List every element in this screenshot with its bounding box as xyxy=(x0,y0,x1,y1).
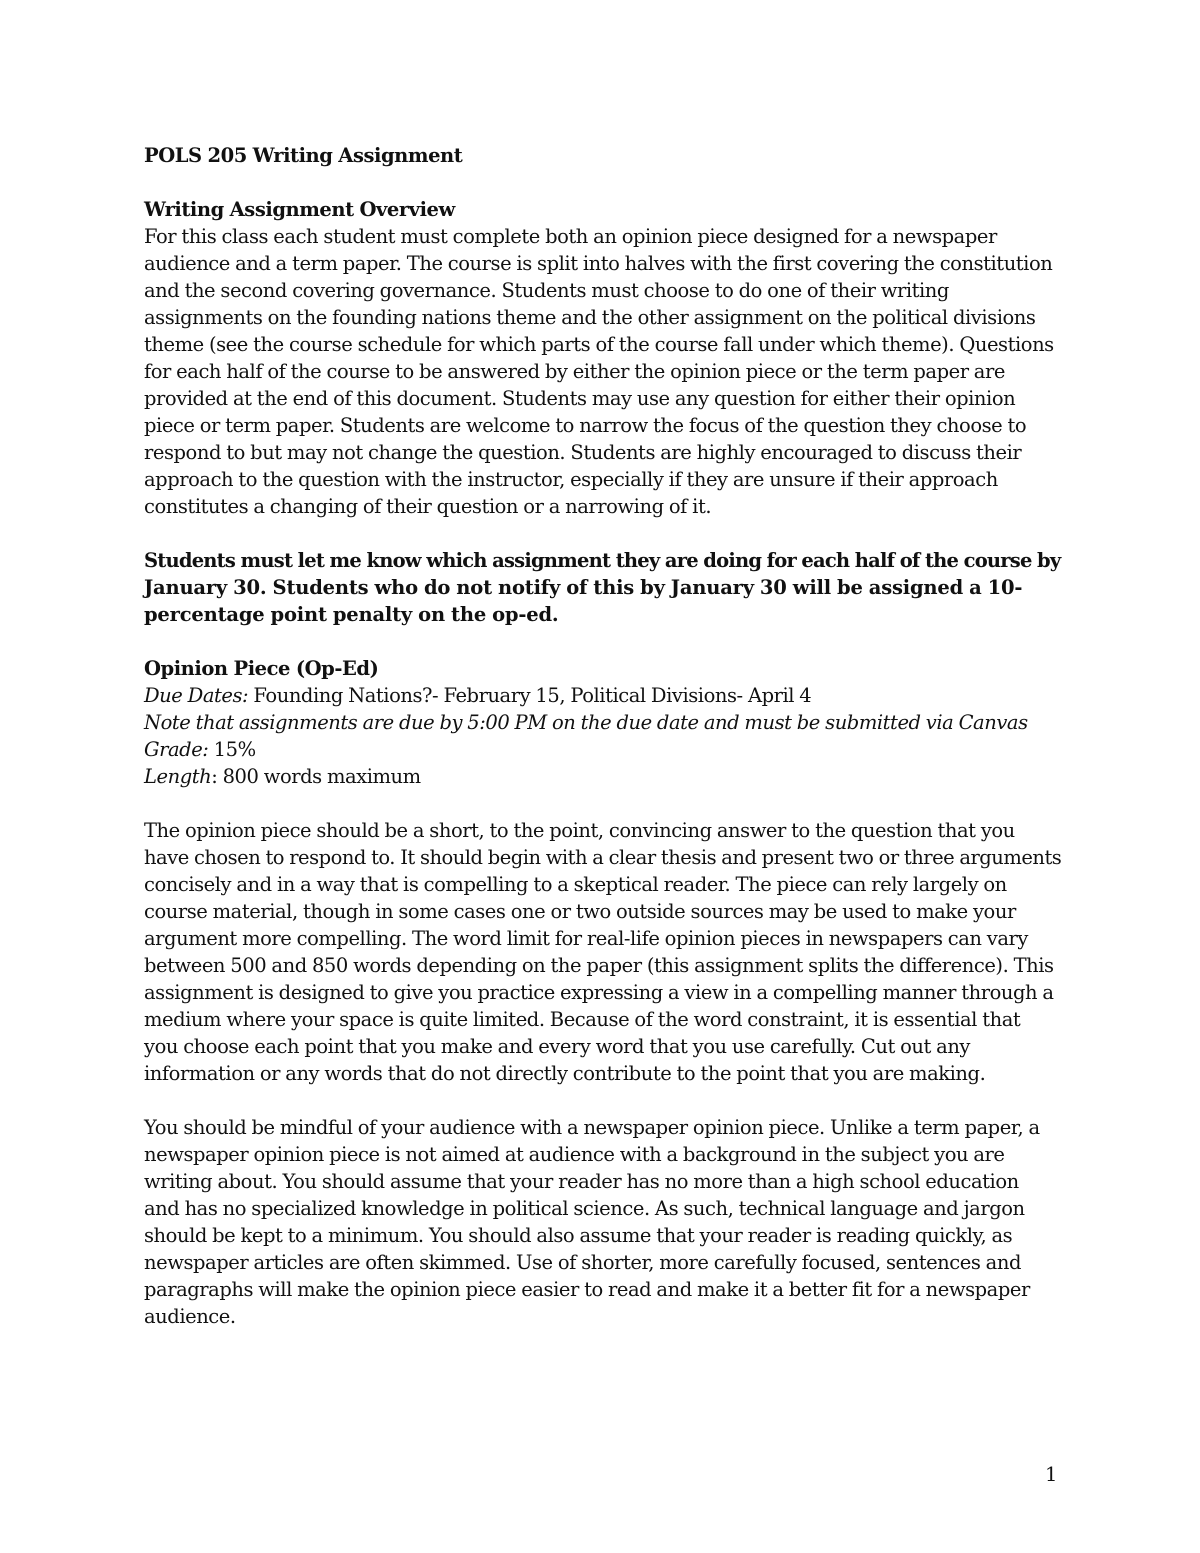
paragraph-line: assignment is designed to give you practice expressing a view in a compelling manner through a xyxy=(144,981,1054,1004)
notice-line: Students must let me know which assignment they are doing for each half of the course by xyxy=(144,549,1061,572)
notice-line: January 30. Students who do not notify of this by January 30 will be assigned a 10- xyxy=(144,576,1023,599)
due-dates-line xyxy=(144,682,1064,709)
oped-paragraph-1 xyxy=(144,817,1064,1087)
due-dates-label: Due Dates: xyxy=(144,684,249,707)
grade-line xyxy=(144,736,1064,763)
overview-line: respond to but may not change the question. Students are highly encouraged to discuss their xyxy=(144,441,1022,464)
overview-line: and the second covering governance. Students must choose to do one of their writing xyxy=(144,279,949,302)
document-title: POLS 205 Writing Assignment xyxy=(144,144,463,167)
overview-line: For this class each student must complete both an opinion piece designed for a newspaper xyxy=(144,225,997,248)
length-value: : 800 words maximum xyxy=(211,765,421,788)
paragraph-line: newspaper opinion piece is not aimed at audience with a background in the subject you are xyxy=(144,1143,1005,1166)
paragraph-line: You should be mindful of your audience with a newspaper opinion piece. Unlike a term paper, a xyxy=(144,1116,1040,1139)
spacer xyxy=(144,628,1064,655)
paragraph-line: concisely and in a way that is compelling to a skeptical reader. The piece can rely largely on xyxy=(144,873,1007,896)
overview-line: constitutes a changing of their question or a narrowing of it. xyxy=(144,495,712,518)
paragraph-line: course material, though in some cases one or two outside sources may be used to make your xyxy=(144,900,1016,923)
overview-line: audience and a term paper. The course is split into halves with the first covering the constitution xyxy=(144,252,1053,275)
length-line xyxy=(144,763,1064,790)
paragraph-line: medium where your space is quite limited. Because of the word constraint, it is essential that xyxy=(144,1008,1021,1031)
paragraph-line: argument more compelling. The word limit for real-life opinion pieces in newspapers can vary xyxy=(144,927,1028,950)
spacer xyxy=(144,169,1064,196)
page-number: 1 xyxy=(1045,1463,1058,1486)
overview-line: piece or term paper. Students are welcome to narrow the focus of the question they choose to xyxy=(144,414,1027,437)
spacer xyxy=(144,790,1064,817)
page-content xyxy=(144,142,1064,1330)
oped-paragraph-2 xyxy=(144,1114,1064,1330)
grade-label: Grade: xyxy=(144,738,209,761)
overview-heading: Writing Assignment Overview xyxy=(144,198,455,221)
oped-heading: Opinion Piece (Op-Ed) xyxy=(144,657,379,680)
overview-line: assignments on the founding nations theme and the other assignment on the political divisions xyxy=(144,306,1036,329)
overview-line: approach to the question with the instructor, especially if they are unsure if their approach xyxy=(144,468,998,491)
overview-line: theme (see the course schedule for which parts of the course fall under which theme). Questions xyxy=(144,333,1054,356)
paragraph-line: newspaper articles are often skimmed. Use of shorter, more carefully focused, sentences and xyxy=(144,1251,1021,1274)
paragraph-line: should be kept to a minimum. You should also assume that your reader is reading quickly, as xyxy=(144,1224,1013,1247)
grade-value: 15% xyxy=(208,738,256,761)
submission-note: Note that assignments are due by 5:00 PM on the due date and must be submitted via Canvas xyxy=(144,711,1028,734)
spacer xyxy=(144,1087,1064,1114)
paragraph-line: have chosen to respond to. It should begin with a clear thesis and present two or three arguments xyxy=(144,846,1062,869)
overview-line: provided at the end of this document. Students may use any question for either their opinion xyxy=(144,387,1016,410)
overview-line: for each half of the course to be answered by either the opinion piece or the term paper are xyxy=(144,360,1005,383)
length-label: Length xyxy=(144,765,212,788)
paragraph-line: you choose each point that you make and every word that you use carefully. Cut out any xyxy=(144,1035,970,1058)
paragraph-line: The opinion piece should be a short, to the point, convincing answer to the question that you xyxy=(144,819,1015,842)
paragraph-line: audience. xyxy=(144,1305,236,1328)
due-dates-value: Founding Nations?- February 15, Political Divisions- April 4 xyxy=(248,684,812,707)
spacer xyxy=(144,520,1064,547)
paragraph-line: writing about. You should assume that your reader has no more than a high school education xyxy=(144,1170,1019,1193)
paragraph-line: between 500 and 850 words depending on the paper (this assignment splits the difference). This xyxy=(144,954,1054,977)
paragraph-line: paragraphs will make the opinion piece easier to read and make it a better fit for a newspaper xyxy=(144,1278,1030,1301)
paragraph-line: information or any words that do not directly contribute to the point that you are making. xyxy=(144,1062,986,1085)
deadline-notice xyxy=(144,547,1064,628)
paragraph-line: and has no specialized knowledge in political science. As such, technical language and jargon xyxy=(144,1197,1025,1220)
overview-paragraph xyxy=(144,223,1064,520)
notice-line: percentage point penalty on the op-ed. xyxy=(144,603,559,626)
